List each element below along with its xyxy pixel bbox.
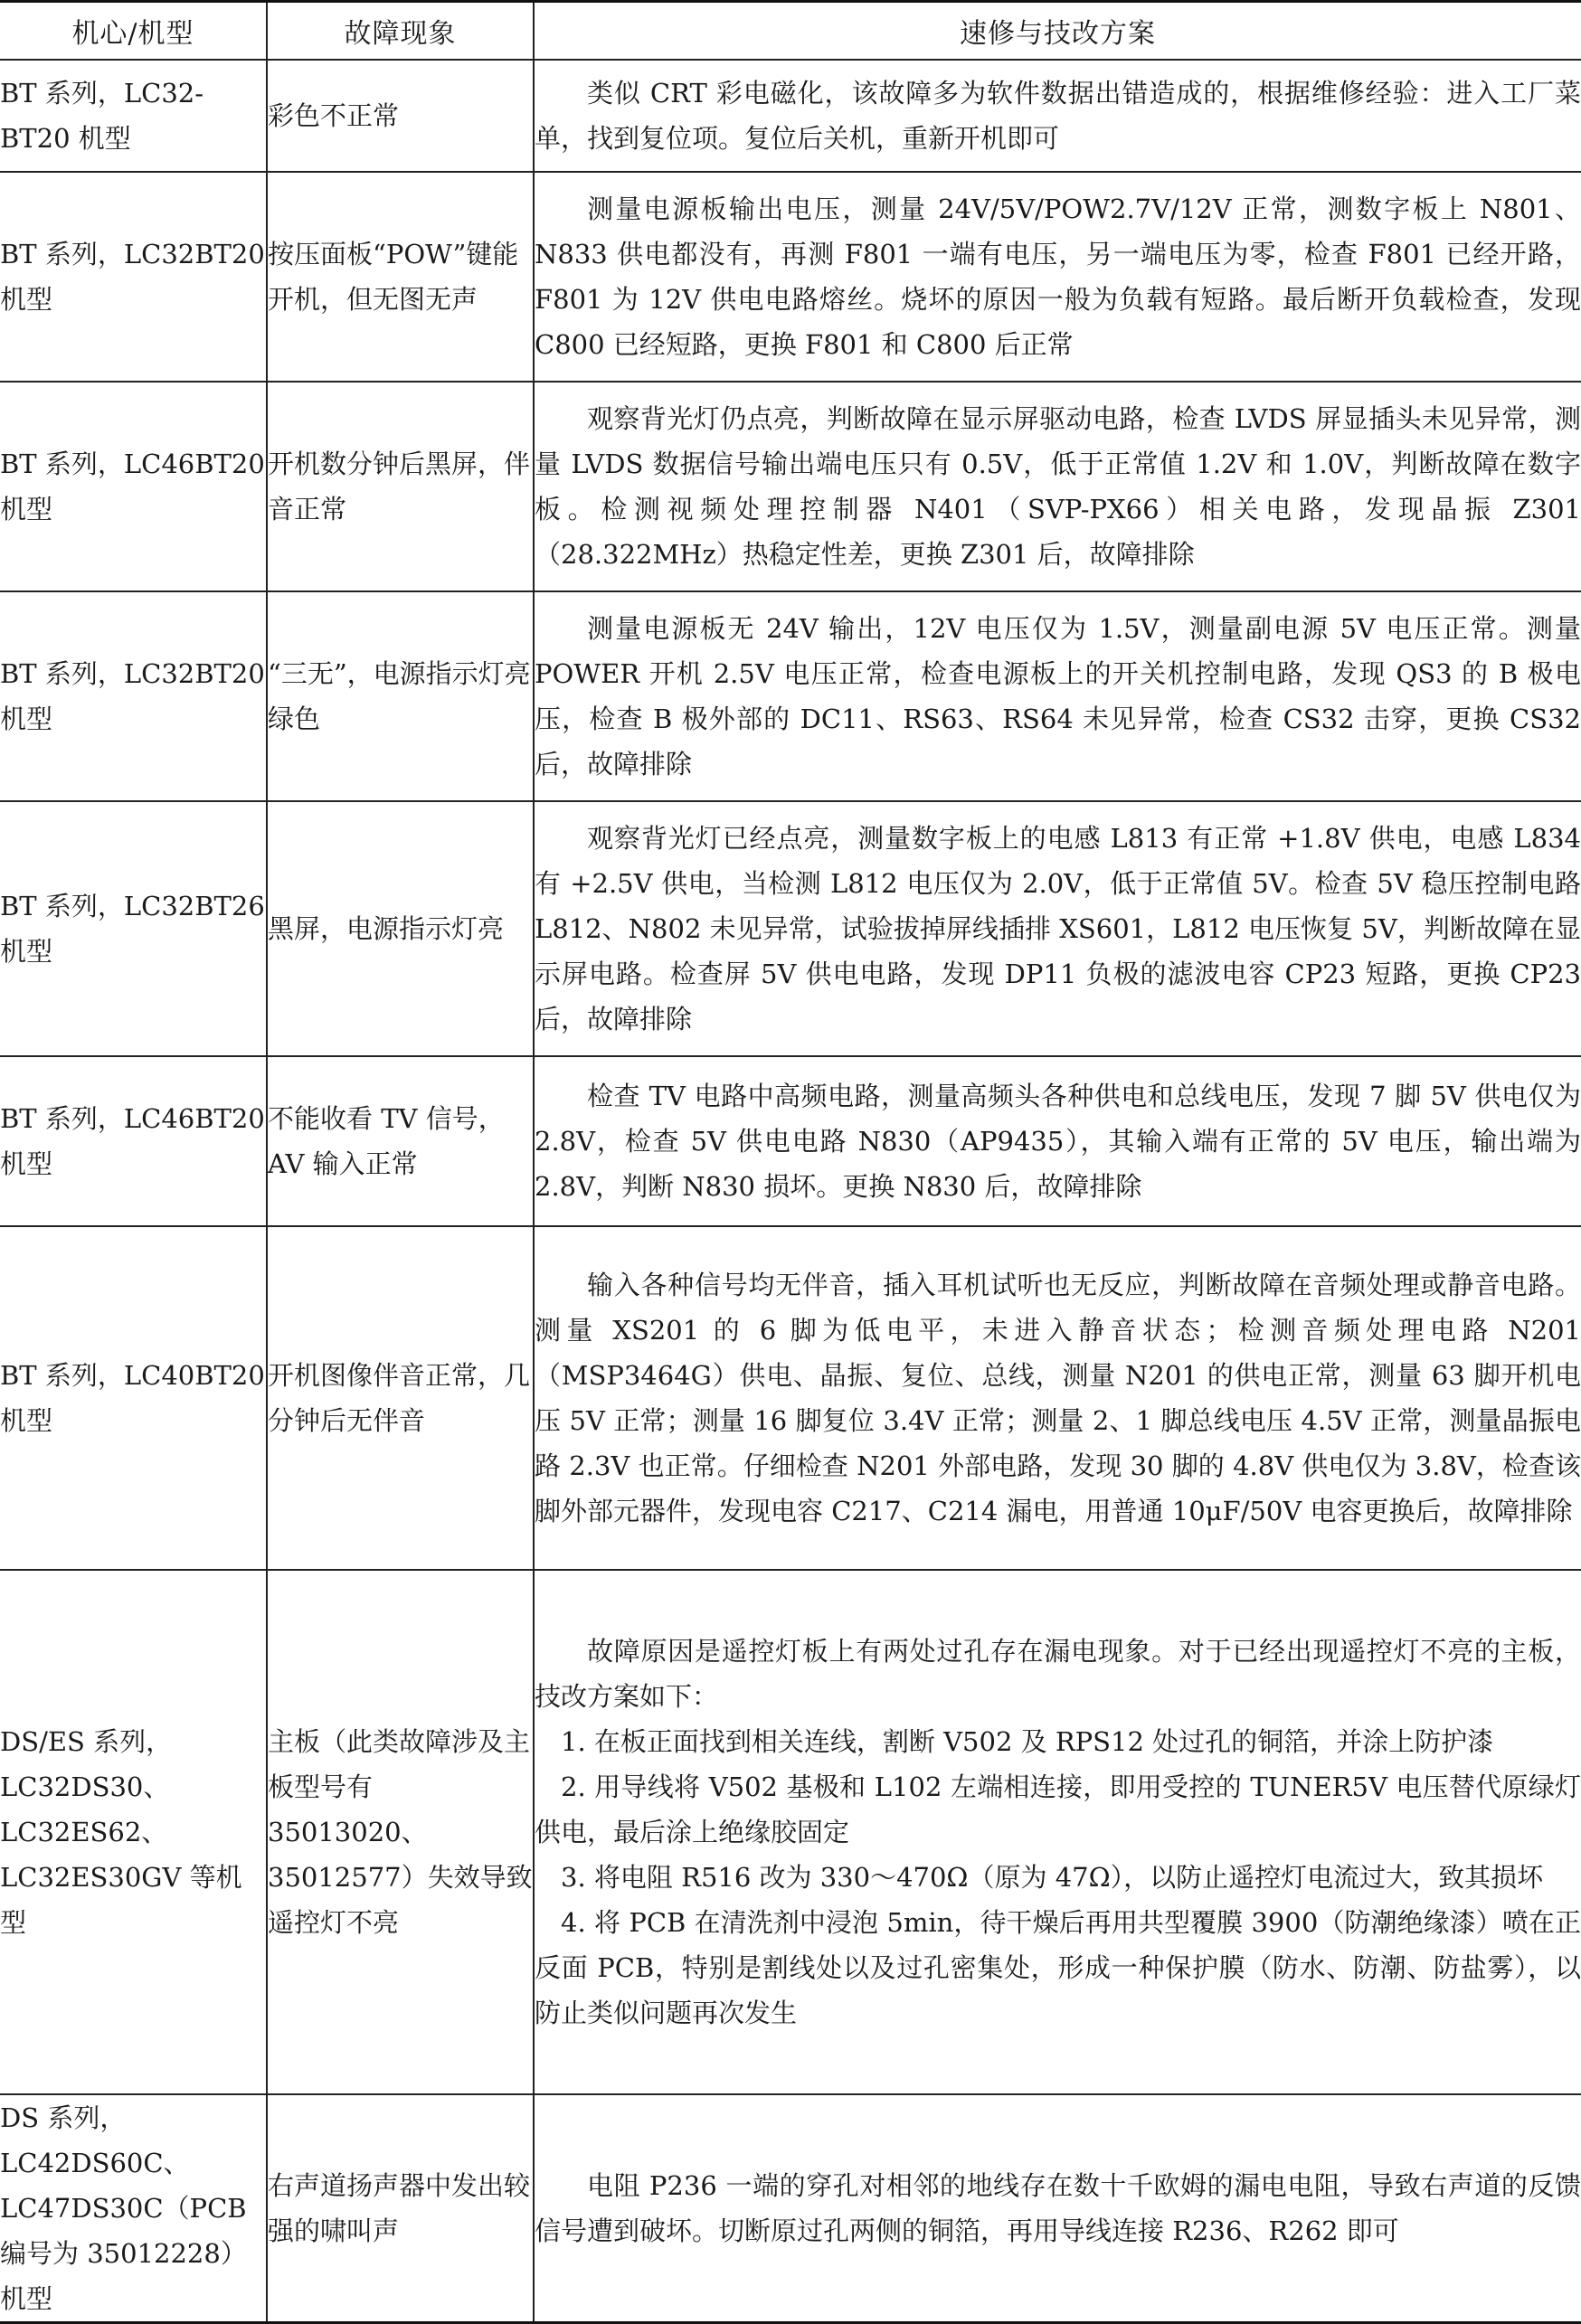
symptom-cell: 主板（此类故障涉及主板型号有 35013020、35012577）失效导致遥控灯不亮	[267, 1570, 534, 2094]
table-row	[0, 801, 1581, 1056]
table-row	[0, 60, 1581, 172]
model-cell: BT 系列，LC40BT20 机型	[0, 1226, 267, 1570]
solution-cell	[534, 801, 1581, 1056]
symptom-cell: 黑屏，电源指示灯亮	[267, 801, 534, 1056]
solution-cell	[534, 2094, 1581, 2323]
model-cell: BT 系列，LC32BT20 机型	[0, 172, 267, 382]
solution-step: 2. 用导线将 V502 基极和 L102 左端相连接，即用受控的 TUNER5V 电压替代原绿灯供电，最后涂上绝缘胶固定	[535, 1771, 1581, 1847]
symptom-cell: 彩色不正常	[267, 60, 534, 172]
header-model: 机心/机型	[0, 2, 267, 61]
model-cell: DS 系列，LC42DS60C、LC47DS30C（PCB 编号为 35012228）机型	[0, 2094, 267, 2323]
symptom-cell: 右声道扬声器中发出较强的啸叫声	[267, 2094, 534, 2323]
table-row	[0, 2094, 1581, 2323]
solution-step: 1. 在板正面找到相关连线，割断 V502 及 RPS12 处过孔的铜箔，并涂上防护漆	[561, 1726, 1494, 1757]
solution-step: 3. 将电阻 R516 改为 330～470Ω（原为 47Ω），以防止遥控灯电流过大，致其损坏	[561, 1862, 1544, 1893]
solution-intro: 故障原因是遥控灯板上有两处过孔存在漏电现象。对于已经出现遥控灯不亮的主板，技改方案如下：	[535, 1636, 1581, 1712]
solution-cell	[534, 1226, 1581, 1570]
table-header-row	[0, 2, 1581, 61]
solution-cell	[534, 1570, 1581, 2094]
symptom-cell: 开机数分钟后黑屏，伴音正常	[267, 382, 534, 591]
solution-cell	[534, 60, 1581, 172]
model-cell: BT 系列，LC32-BT20 机型	[0, 60, 267, 172]
solution-text: 观察背光灯已经点亮，测量数字板上的电感 L813 有正常 +1.8V 供电，电感 L834 有 +2.5V 供电，当检测 L812 电压仅为 2.0V，低于正常值 5V。检查 5V 稳压控制电路 L812、N802 未见异常，试验拔掉屏线插排 XS601，L812 电压恢复 5V，判断故障在显示屏电路。检查屏 5V 供电电路，发现 DP11 负极的滤波电容 CP23 短路，更换 CP23 后，故障排除	[535, 823, 1581, 1034]
solution-text: 类似 CRT 彩电磁化，该故障多为软件数据出错造成的，根据维修经验：进入工厂菜单，找到复位项。复位后关机，重新开机即可	[535, 78, 1581, 154]
solution-text: 测量电源板输出电压，测量 24V/5V/POW2.7V/12V 正常，测数字板上 N801、N833 供电都没有，再测 F801 一端有电压，另一端电压为零，检查 F801 已经开路，F801 为 12V 供电电路熔丝。烧坏的原因一般为负载有短路。最后断开负载检查，发现 C800 已经短路，更换 F801 和 C800 后正常	[535, 194, 1581, 360]
symptom-cell: 开机图像伴音正常，几分钟后无伴音	[267, 1226, 534, 1570]
solution-text: 测量电源板无 24V 输出，12V 电压仅为 1.5V，测量副电源 5V 电压正常。测量 POWER 开机 2.5V 电压正常，检查电源板上的开关机控制电路，发现 QS3 的 B 极电压，检查 B 极外部的 DC11、RS63、RS64 未见异常，检查 CS32 击穿，更换 CS32 后，故障排除	[535, 613, 1581, 779]
solution-cell	[534, 382, 1581, 591]
model-cell: BT 系列，LC46BT20 机型	[0, 1056, 267, 1226]
solution-step: 4. 将 PCB 在清洗剂中浸泡 5min，待干燥后再用共型覆膜 3900（防潮绝缘漆）喷在正反面 PCB，特别是割线处以及过孔密集处，形成一种保护膜（防水、防潮、防盐雾），以防止类似问题再次发生	[535, 1907, 1581, 2028]
symptom-cell: “三无”，电源指示灯亮绿色	[267, 591, 534, 801]
solution-text: 输入各种信号均无伴音，插入耳机试听也无反应，判断故障在音频处理或静音电路。测量 XS201 的 6 脚为低电平，未进入静音状态；检测音频处理电路 N201（MSP3464G）供电、晶振、复位、总线，测量 N201 的供电正常，测量 63 脚开机电压 5V 正常；测量 16 脚复位 3.4V 正常；测量 2、1 脚总线电压 4.5V 正常，测量晶振电路 2.3V 也正常。仔细检查 N201 外部电路，发现 30 脚的 4.8V 供电仅为 3.8V，检查该脚外部元器件，发现电容 C217、C214 漏电，用普通 10μF/50V 电容更换后，故障排除	[535, 1270, 1581, 1526]
model-cell: BT 系列，LC32BT20 机型	[0, 591, 267, 801]
solution-cell	[534, 172, 1581, 382]
model-cell: BT 系列，LC32BT26 机型	[0, 801, 267, 1056]
symptom-cell: 按压面板“POW”键能开机，但无图无声	[267, 172, 534, 382]
table-row	[0, 1226, 1581, 1570]
header-symptom: 故障现象	[267, 2, 534, 61]
solution-text: 检查 TV 电路中高频电路，测量高频头各种供电和总线电压，发现 7 脚 5V 供电仅为 2.8V，检查 5V 供电电路 N830（AP9435），其输入端有正常的 5V 电压，输出端为 2.8V，判断 N830 损坏。更换 N830 后，故障排除	[535, 1081, 1581, 1202]
table-row	[0, 591, 1581, 801]
table-row	[0, 382, 1581, 591]
symptom-cell: 不能收看 TV 信号，AV 输入正常	[267, 1056, 534, 1226]
table-row	[0, 172, 1581, 382]
header-solution: 速修与技改方案	[534, 2, 1581, 61]
table-row	[0, 1570, 1581, 2094]
model-cell: DS/ES 系列，LC32DS30、LC32ES62、LC32ES30GV 等机型	[0, 1570, 267, 2094]
model-cell: BT 系列，LC46BT20 机型	[0, 382, 267, 591]
solution-text: 观察背光灯仍点亮，判断故障在显示屏驱动电路，检查 LVDS 屏显插头未见异常，测量 LVDS 数据信号输出端电压只有 0.5V，低于正常值 1.2V 和 1.0V，判断故障在数字板。检测视频处理控制器 N401（SVP-PX66）相关电路，发现晶振 Z301（28.322MHz）热稳定性差，更换 Z301 后，故障排除	[535, 403, 1581, 570]
solution-cell	[534, 591, 1581, 801]
solution-cell	[534, 1056, 1581, 1226]
table-row	[0, 1056, 1581, 1226]
solution-text: 电阻 P236 一端的穿孔对相邻的地线存在数十千欧姆的漏电电阻，导致右声道的反馈信号遭到破坏。切断原过孔两侧的铜箔，再用导线连接 R236、R262 即可	[535, 2170, 1581, 2246]
